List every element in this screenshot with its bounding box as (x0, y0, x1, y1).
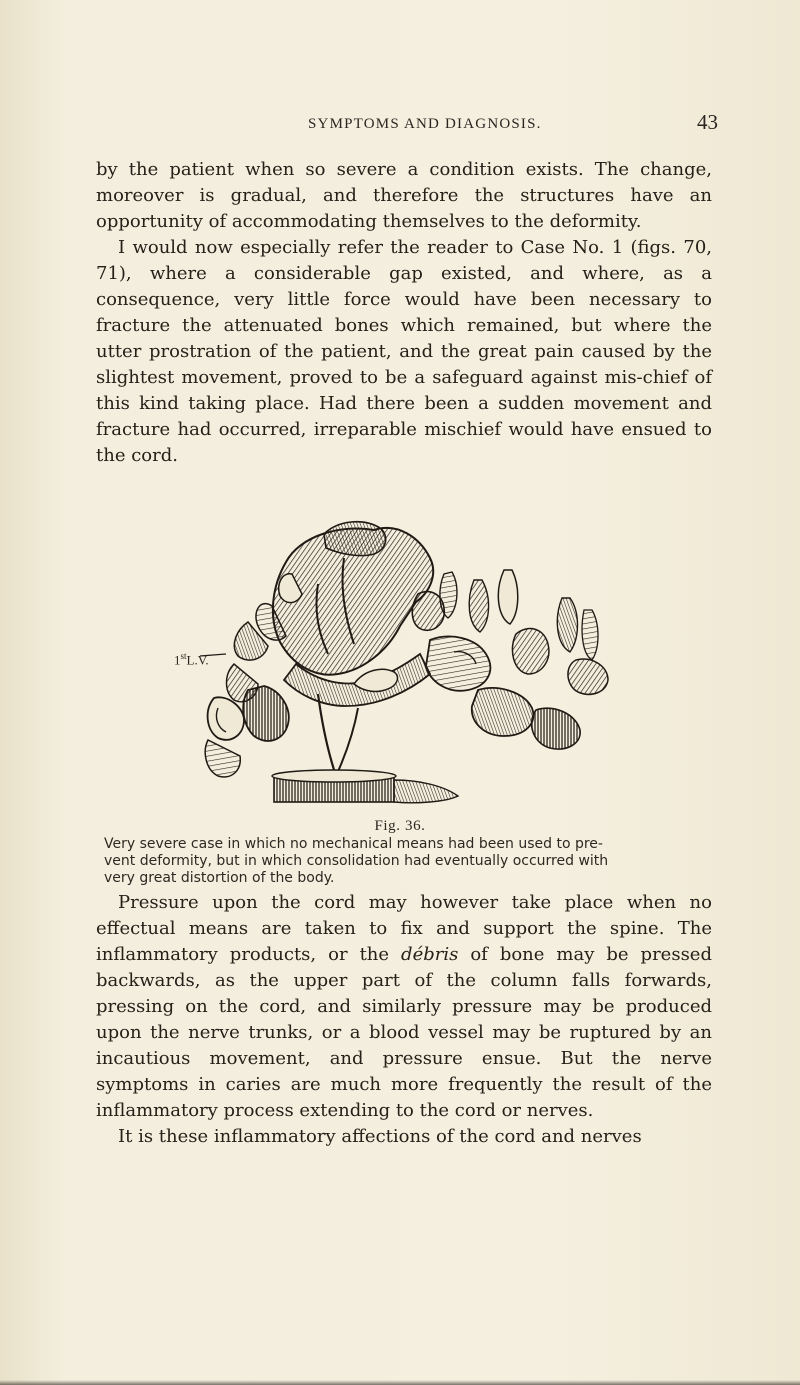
page-number: 43 (697, 110, 718, 134)
label-lv-number: 1 (174, 652, 181, 668)
italic-term: débris (401, 944, 459, 965)
label-lv-ordinal: st (180, 651, 187, 661)
running-head (0, 110, 800, 140)
paragraph-text: Pressure upon the cord may however take place when no effectual means are taken to fix and support the spine. The inflammatory products, or the (96, 892, 712, 965)
label-lv-text: L.V. (186, 652, 209, 668)
figure-caption: Fig. 36. (374, 818, 426, 834)
figure-label-first-lumbar (174, 651, 209, 668)
paragraph-text: of bone may be pressed backwards, as the upper part of the column falls forwards, pressing on the cord, and similarly pressure may be produced upon the nerve trunks, or a blood vessel may be ruptured by an incautious movement, and pressure ensue. But the nerve symptoms in caries are much more frequently the result of the inflammatory process extending to the cord or nerves. (96, 944, 712, 1121)
paragraph: by the patient when so severe a condition exists. The change, moreover is gradual, and therefore the structures have an opportunity of accommodating themselves to the deformity. (96, 159, 712, 232)
figure-description-line: vent deformity, but in which consolidation had eventually occurred with (104, 853, 609, 869)
paragraph: I would now especially refer the reader to Case No. 1 (figs. 70, 71), where a considerable gap existed, and where, as a consequence, very little force would have been necessary to fracture the attenuated bones which remained, but where the utter prostration of the patient, and the great pain caused by the slightest movement, proved to be a safeguard against mis-chief of this kind taking place. Had there been a sudden movement and fracture had occurred, irreparable mischief would have ensued to the cord. (96, 237, 712, 466)
paragraph (96, 890, 712, 1124)
page-edge-shadow (0, 1380, 800, 1385)
spine-illustration (168, 514, 618, 806)
figure-description-line: very great distortion of the body. (104, 870, 335, 886)
figure-description (104, 836, 714, 887)
figure-description-line: Very severe case in which no mechanical means had been used to pre- (104, 836, 603, 852)
body-text-bottom (96, 890, 712, 1150)
running-title: SYMPTOMS AND DIAGNOSIS. (308, 116, 542, 132)
paragraph: It is these inflammatory affections of the cord and nerves (118, 1126, 642, 1147)
body-text-top (96, 157, 712, 469)
